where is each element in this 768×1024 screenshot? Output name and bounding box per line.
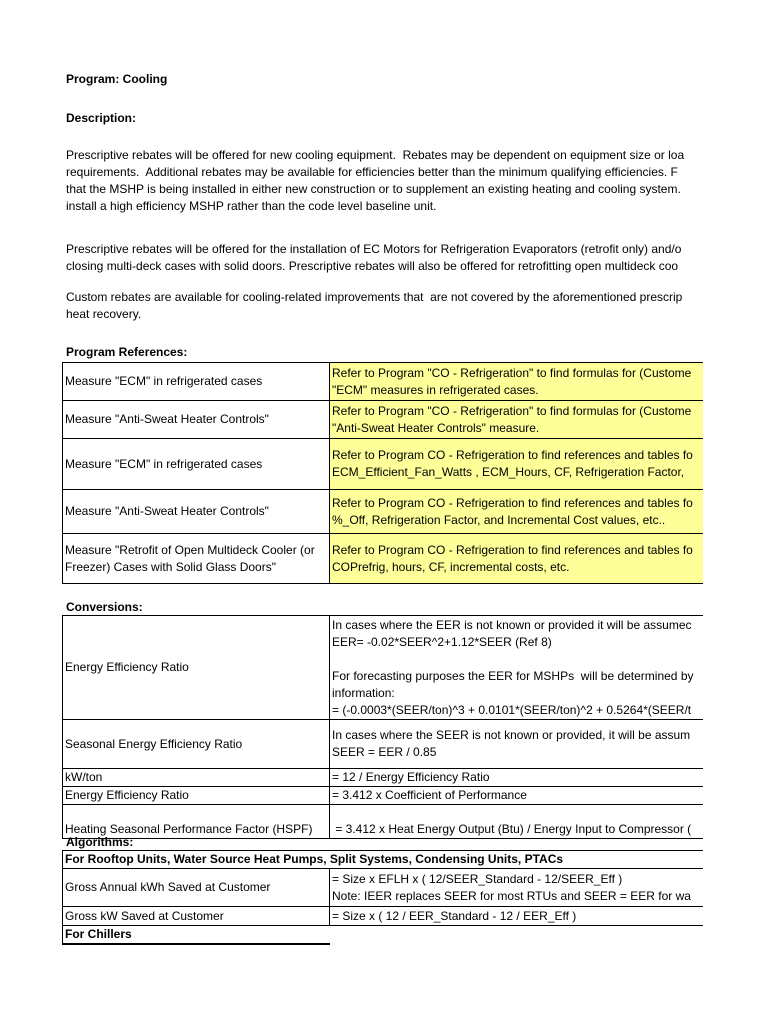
conversion-label: Energy Efficiency Ratio xyxy=(63,616,330,720)
conversions-table xyxy=(62,615,723,839)
reference-label: Measure "Anti-Sweat Heater Controls" xyxy=(63,490,330,534)
description-heading: Description: xyxy=(66,111,137,125)
table-row xyxy=(63,720,723,769)
algorithm-label: Gross kW Saved at Customer xyxy=(63,907,330,926)
conversion-value: In cases where the SEER is not known or provided, it will be assum SEER = EER / 0.85 xyxy=(330,720,723,769)
page-crop-edge xyxy=(703,0,768,1024)
description-paragraph-1: Prescriptive rebates will be offered for new cooling equipment. Rebates may be dependent on equipment size or loa requirements. Additional rebates may be available for efficiencies better than the minimum qualifying efficiencies. F that the MSHP is being installed in either new construction or to supplement an existing heating and cooling system. install a high efficiency MSHP rather than the code level baseline unit. xyxy=(66,148,685,213)
reference-label: Measure "Retrofit of Open Multideck Cooler (or Freezer) Cases with Solid Glass Doors" xyxy=(63,534,330,584)
algorithms-subheading: For Chillers xyxy=(63,926,330,945)
reference-value: Refer to Program CO - Refrigeration to find references and tables fo ECM_Efficient_Fan_Watts , ECM_Hours, CF, Refrigeration Factor, xyxy=(330,439,723,490)
references-heading: Program References: xyxy=(66,345,188,359)
description-paragraph-3: Custom rebates are available for cooling-related improvements that are not covered by the aforementioned prescrip heat recovery. xyxy=(66,290,683,321)
table-row xyxy=(63,439,723,490)
conversion-label: Seasonal Energy Efficiency Ratio xyxy=(63,720,330,769)
table-row xyxy=(63,907,723,926)
conversions-heading: Conversions: xyxy=(66,600,143,614)
table-row xyxy=(63,534,723,584)
algorithm-value: = Size x ( 12 / EER_Standard - 12 / EER_Eff ) xyxy=(330,907,723,926)
algorithms-heading: Algorithms: xyxy=(66,835,134,849)
conversion-label: Heating Seasonal Performance Factor (HSPF) xyxy=(63,805,330,839)
conversion-value: = 3.412 x Heat Energy Output (Btu) / Energy Input to Compressor ( xyxy=(330,805,723,839)
program-title: Program: Cooling xyxy=(66,72,168,86)
description-paragraph-2: Prescriptive rebates will be offered for the installation of EC Motors for Refrigeration Evaporators (retrofit only) and/o closing multi-deck cases with solid doors. Prescriptive rebates will also be offered for retrofitting open multideck coo xyxy=(66,242,682,273)
table-row xyxy=(63,805,723,839)
reference-label: Measure "ECM" in refrigerated cases xyxy=(63,439,330,490)
table-row xyxy=(63,926,723,945)
conversion-label: kW/ton xyxy=(63,769,330,787)
reference-value: Refer to Program CO - Refrigeration to find references and tables fo %_Off, Refrigeration Factor, and Incremental Cost values, etc.. xyxy=(330,490,723,534)
table-row xyxy=(63,363,723,401)
table-row xyxy=(63,616,723,720)
conversion-value: = 3.412 x Coefficient of Performance xyxy=(330,787,723,805)
reference-value: Refer to Program "CO - Refrigeration" to find formulas for (Custome "Anti-Sweat Heater Controls" measure. xyxy=(330,401,723,439)
reference-label: Measure "ECM" in refrigerated cases xyxy=(63,363,330,401)
empty-cell xyxy=(330,926,723,945)
reference-value: Refer to Program CO - Refrigeration to find references and tables fo COPrefrig, hours, CF, incremental costs, etc. xyxy=(330,534,723,584)
algorithms-subheading: For Rooftop Units, Water Source Heat Pumps, Split Systems, Condensing Units, PTACs xyxy=(63,851,723,869)
algorithm-value: = Size x EFLH x ( 12/SEER_Standard - 12/SEER_Eff ) Note: IEER replaces SEER for most RTUs and SEER = EER for wa xyxy=(330,869,723,907)
table-row xyxy=(63,490,723,534)
algorithms-table xyxy=(62,850,723,945)
conversion-value: = 12 / Energy Efficiency Ratio xyxy=(330,769,723,787)
table-row xyxy=(63,401,723,439)
table-row xyxy=(63,851,723,869)
reference-value: Refer to Program "CO - Refrigeration" to find formulas for (Custome "ECM" measures in refrigerated cases. xyxy=(330,363,723,401)
conversion-value: In cases where the EER is not known or provided it will be assumec EER= -0.02*SEER^2+1.12*SEER (Ref 8) For forecasting purposes the EER for MSHPs will be determined by information: = (-0.0003*(SEER/ton)^3 + 0.0101*(SEER/ton)^2 + 0.5264*(SEER/t xyxy=(330,616,723,720)
table-row xyxy=(63,769,723,787)
reference-label: Measure "Anti-Sweat Heater Controls" xyxy=(63,401,330,439)
conversion-label: Energy Efficiency Ratio xyxy=(63,787,330,805)
table-row xyxy=(63,869,723,907)
algorithm-label: Gross Annual kWh Saved at Customer xyxy=(63,869,330,907)
references-table xyxy=(62,362,723,584)
table-row xyxy=(63,787,723,805)
